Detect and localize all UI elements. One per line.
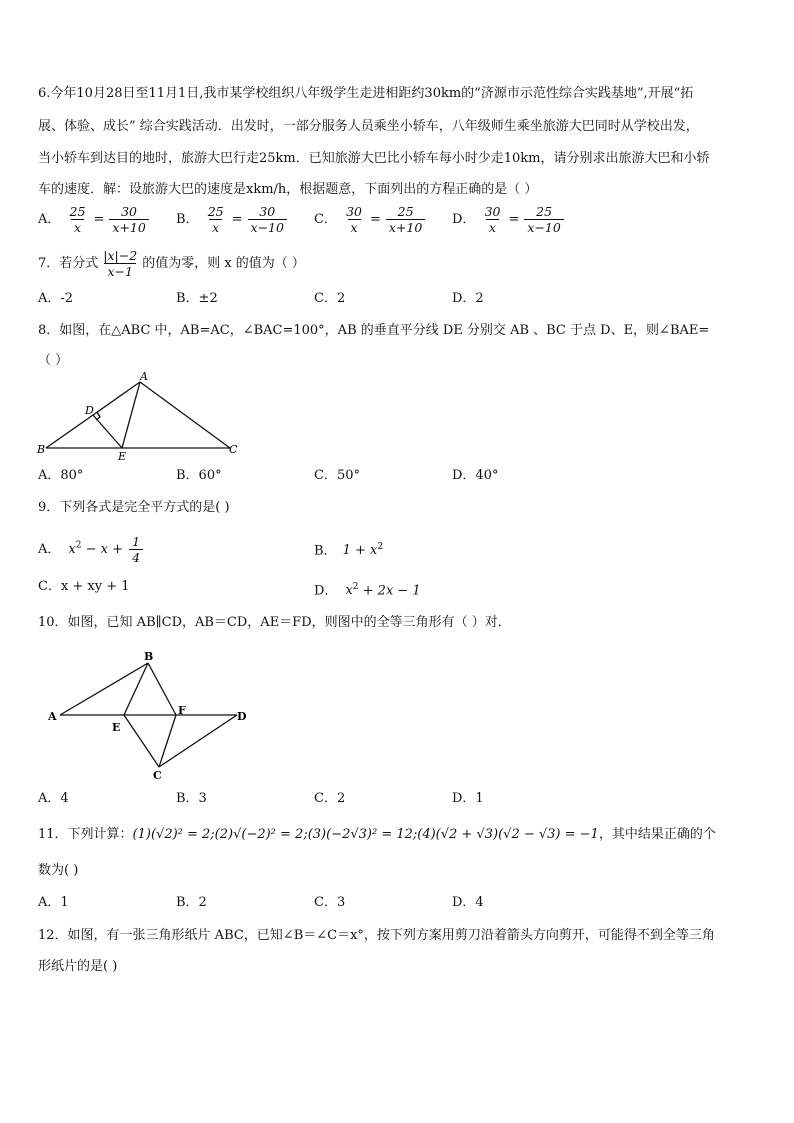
q8-option-c[interactable]: C．50°: [314, 468, 360, 483]
q8-triangle-figure: [30, 370, 250, 465]
q8-option-a[interactable]: A．80°: [38, 468, 84, 483]
q10-option-a[interactable]: A．4: [38, 791, 69, 806]
q6-line3: 当小轿车到达目的地时，旅游大巴行走25km．已知旅游大巴比小轿车每小时少走10km，请分别求出旅游大巴和小轿: [38, 151, 710, 166]
q9-option-a[interactable]: A． $x^2 - x$ + $\frac{1}{4}$: [38, 534, 145, 565]
q10-option-d[interactable]: D．1: [452, 791, 484, 806]
q11-option-b[interactable]: B．2: [176, 895, 207, 910]
q6-line2: 展、体验、成长” 综合实践活动．出发时，一部分服务人员乘坐小轿车，八年级师生乘坐旅游大巴同时从学校出发，: [38, 119, 699, 134]
label-b: B: [37, 443, 46, 456]
q10-figure: [40, 645, 270, 780]
q10-stem: 10．如图，已知 AB∥CD，AB＝CD，AE＝FD，则图中的全等三角形有（ ）对．: [38, 615, 511, 630]
q9-option-c[interactable]: C．x + xy + 1: [38, 579, 130, 594]
segment-cd: [159, 715, 237, 767]
q9-option-d[interactable]: D． $x^2 + 2x - 1$: [314, 582, 421, 599]
q6-option-c[interactable]: C． $\frac{30}{x}$ = $\frac{25}{x+10}$: [314, 204, 427, 235]
segment-bf: [148, 663, 176, 715]
label-e: E: [112, 721, 121, 734]
q7-option-d[interactable]: D．2: [452, 291, 484, 306]
label-c: C: [229, 443, 238, 456]
label-c: C: [153, 769, 162, 780]
label-f: F: [178, 704, 186, 717]
q6-option-b[interactable]: B． $\frac{25}{x}$ = $\frac{30}{x-10}$: [176, 204, 289, 235]
fraction: $\frac{25}{x+10}$: [386, 204, 425, 235]
fraction: $\frac{25}{x}$: [207, 204, 224, 235]
q6-line4: 车的速度．解：设旅游大巴的速度是xkm/h，根据题意，下面列出的方程正确的是（ ）: [38, 182, 538, 197]
q9-option-b[interactable]: B． $1 + x^2$: [314, 542, 384, 559]
q11-option-d[interactable]: D．4: [452, 895, 484, 910]
q8-option-d[interactable]: D．40°: [452, 468, 499, 483]
fraction: $\frac{30}{x+10}$: [109, 204, 148, 235]
q6-line1: 6.今年10月28日至11月1日,我市某学校组织八年级学生走进相距约30km的“济源市示范性综合实践基地”,开展“拓: [38, 86, 694, 101]
segment-ec: [124, 715, 159, 767]
label-e: E: [118, 450, 127, 463]
fraction: $\frac{|x|-2}{x-1}$: [103, 248, 138, 279]
q7-stem: 7．若分式 $\frac{|x|-2}{x-1}$ 的值为零，则 x 的值为（ ）: [38, 248, 305, 279]
q8-line2: （ ）: [38, 353, 69, 368]
fraction: $\frac{25}{x}$: [69, 204, 86, 235]
q6-option-a[interactable]: A． $\frac{25}{x}$ = $\frac{30}{x+10}$: [38, 204, 151, 235]
fraction: $\frac{30}{x-10}$: [248, 204, 287, 235]
q12-line1: 12．如图，有一张三角形纸片 ABC，已知∠B＝∠C＝x°，按下列方案用剪刀沿着箭头方向剪开，可能得不到全等三角: [38, 928, 715, 943]
label-d: D: [237, 710, 247, 723]
q6-option-d[interactable]: D． $\frac{30}{x}$ = $\frac{25}{x-10}$: [452, 204, 566, 235]
label-a: A: [48, 710, 57, 723]
q11-line2: 数为( ): [38, 863, 79, 878]
fraction: $\frac{30}{x}$: [484, 204, 501, 235]
q8-option-b[interactable]: B．60°: [176, 468, 222, 483]
q10-option-c[interactable]: C．2: [314, 791, 346, 806]
q11-option-a[interactable]: A．1: [38, 895, 69, 910]
fraction: $\frac{1}{4}$: [129, 534, 143, 565]
segment-ab: [60, 663, 148, 715]
fraction: $\frac{25}{x-10}$: [524, 204, 563, 235]
label-b: B: [144, 650, 154, 663]
q12-line2: 形纸片的是( ): [38, 959, 118, 974]
q7-option-a[interactable]: A．-2: [38, 291, 74, 306]
q9-stem: 9．下列各式是完全平方式的是( ): [38, 500, 230, 515]
q8-line1: 8．如图，在△ABC 中，AB=AC，∠BAC=100°，AB 的垂直平分线 DE 分别交 AB 、BC 于点 D、E，则∠BAE=: [38, 323, 710, 338]
q7-option-b[interactable]: B．±2: [176, 291, 218, 306]
q7-option-c[interactable]: C．2: [314, 291, 346, 306]
q11-option-c[interactable]: C．3: [314, 895, 346, 910]
segment-ae: [122, 382, 140, 448]
segment-de: [93, 415, 122, 448]
segment-ac: [140, 382, 230, 448]
fraction: $\frac{30}{x}$: [346, 204, 362, 235]
label-d: D: [85, 404, 94, 417]
label-a: A: [140, 370, 148, 383]
segment-fc: [159, 715, 176, 767]
q10-option-b[interactable]: B．3: [176, 791, 207, 806]
q11-expression: (1)(√2)² = 2;(2)√(−2)² = 2;(3)(−2√3)² = 12;(4)(√2 + √3)(√2 − √3) = −1: [132, 827, 599, 842]
q11-stem: 11．下列计算：(1)(√2)² = 2;(2)√(−2)² = 2;(3)(−2√3)² = 12;(4)(√2 + √3)(√2 − √3) = −1，其中结果正确的个: [38, 827, 716, 842]
